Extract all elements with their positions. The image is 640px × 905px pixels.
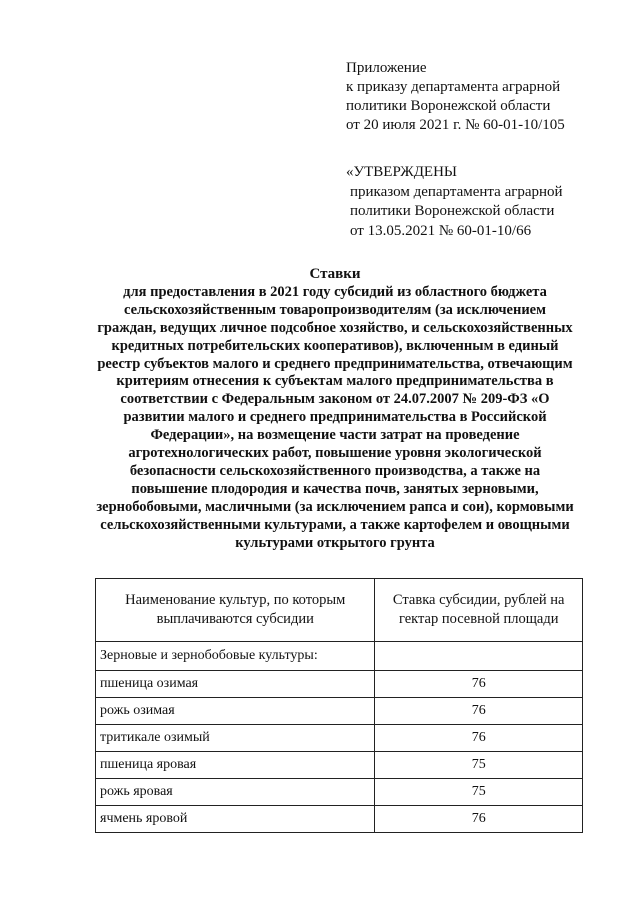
header-line: выплачиваются субсидии	[156, 611, 314, 627]
header-line: Ставка субсидии, рублей на	[392, 592, 565, 608]
title-line: соответствии с Федеральным законом от 24.07.2007 № 209-ФЗ «О	[120, 391, 550, 408]
header-crop-name	[96, 579, 375, 642]
title-heading: Ставки	[309, 266, 361, 282]
table-group-row	[96, 642, 583, 671]
title-line: развитии малого и среднего предпринимательства в Российской	[123, 409, 547, 426]
crop-name: пшеница яровая	[96, 752, 375, 779]
table-header-row	[96, 579, 583, 642]
crop-name: ячмень яровой	[96, 806, 375, 833]
title-line: повышение плодородия и качества почв, занятых зерновыми,	[131, 480, 539, 497]
subsidy-rates-table	[95, 578, 583, 833]
crop-name: рожь озимая	[96, 698, 375, 725]
title-line: граждан, ведущих личное подсобное хозяйство, и сельскохозяйственных	[97, 319, 573, 336]
approval-block	[346, 163, 563, 241]
title-line: сельскохозяйственным товаропроизводителям (за исключением	[123, 301, 546, 318]
title-line: кредитных потребительских кооперативов), включенным в единый	[111, 337, 559, 354]
approval-line: «УТВЕРЖДЕНЫ	[346, 164, 458, 180]
title-line: Федерации», на возмещение части затрат на проведение	[150, 427, 520, 444]
crop-rate: 75	[375, 779, 583, 806]
approval-line: приказом департамента аграрной	[350, 183, 563, 200]
appendix-line: от 20 июля 2021 г. № 60-01-10/105	[346, 117, 565, 133]
appendix-block	[346, 59, 565, 135]
title-line: сельскохозяйственными культурами, а также картофелем и овощными	[100, 516, 570, 533]
crop-rate: 76	[375, 698, 583, 725]
table-row	[96, 779, 583, 806]
table-row	[96, 671, 583, 698]
crop-rate: 76	[375, 671, 583, 698]
table-row	[96, 725, 583, 752]
title-line: критериям отнесения к субъектам малого предпринимательства в	[116, 373, 554, 390]
crop-rate: 75	[375, 752, 583, 779]
title-line: реестр субъектов малого и среднего предпринимательства, отвечающим	[97, 355, 573, 372]
crop-name: рожь яровая	[96, 779, 375, 806]
crop-rate: 76	[375, 806, 583, 833]
title-line: агротехнологических работ, повышение уровня экологической	[128, 445, 542, 462]
header-subsidy-rate	[375, 579, 583, 642]
document-title	[70, 266, 600, 553]
crop-rate: 76	[375, 725, 583, 752]
header-line: гектар посевной площади	[398, 611, 559, 627]
table-row	[96, 698, 583, 725]
header-line: Наименование культур, по которым	[125, 592, 346, 608]
appendix-line: Приложение	[346, 60, 427, 76]
crop-name: тритикале озимый	[96, 725, 375, 752]
crop-name: пшеница озимая	[96, 671, 375, 698]
table-row	[96, 806, 583, 833]
title-line: безопасности сельскохозяйственного производства, а также на	[129, 462, 541, 479]
appendix-line: политики Воронежской области	[346, 98, 551, 114]
group-label: Зерновые и зернобобовые культуры:	[96, 642, 375, 671]
group-empty-cell	[375, 642, 583, 671]
title-line: для предоставления в 2021 году субсидий из областного бюджета	[123, 283, 547, 300]
table-row	[96, 752, 583, 779]
approval-line: от 13.05.2021 № 60-01-10/66	[350, 222, 532, 239]
approval-line: политики Воронежской области	[350, 203, 555, 219]
title-line: зернобобовыми, масличными (за исключением рапса и сои), кормовыми	[96, 498, 574, 515]
title-line: культурами открытого грунта	[235, 534, 435, 551]
appendix-line: к приказу департамента аграрной	[346, 79, 561, 95]
